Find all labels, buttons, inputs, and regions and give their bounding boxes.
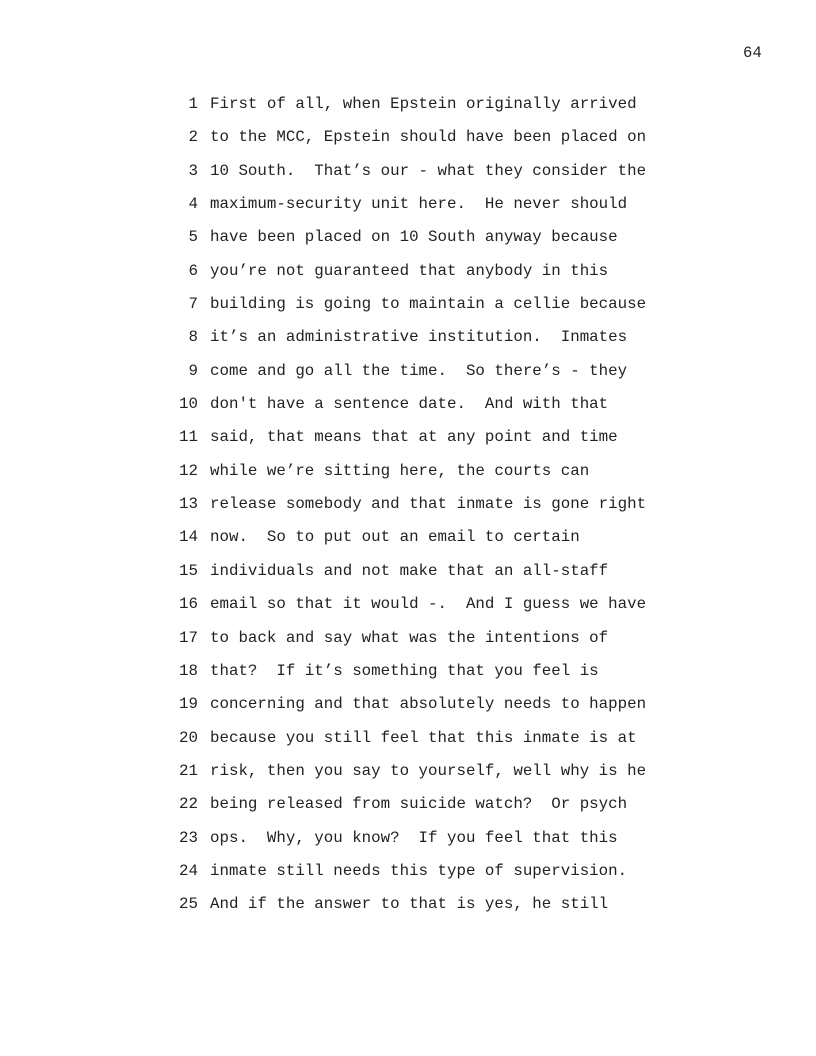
transcript-line xyxy=(176,525,676,558)
transcript-line xyxy=(176,125,676,158)
line-number: 24 xyxy=(179,861,198,880)
line-number: 4 xyxy=(188,195,198,214)
line-text: now. So to put out an email to certain xyxy=(210,528,580,547)
page-number: 64 xyxy=(742,44,762,62)
transcript-line xyxy=(176,859,676,892)
transcript-line xyxy=(176,259,676,292)
line-number: 17 xyxy=(179,628,198,647)
line-number: 19 xyxy=(179,695,198,714)
transcript-line xyxy=(176,659,676,692)
line-text: maximum-security unit here. He never should xyxy=(210,195,628,214)
line-number: 18 xyxy=(179,661,198,680)
line-text: 10 South. That’s our - what they consider the xyxy=(210,161,647,180)
transcript-line xyxy=(176,359,676,392)
line-text: release somebody and that inmate is gone right xyxy=(210,495,647,514)
line-text: being released from suicide watch? Or psych xyxy=(210,795,628,814)
line-number: 7 xyxy=(188,295,198,314)
line-number: 8 xyxy=(188,328,198,347)
transcript-line xyxy=(176,592,676,625)
line-number: 20 xyxy=(179,728,198,747)
transcript-line xyxy=(176,892,676,925)
line-number: 12 xyxy=(179,461,198,480)
line-text: First of all, when Epstein originally arrived xyxy=(210,95,637,113)
transcript-line xyxy=(176,192,676,225)
line-text: because you still feel that this inmate is at xyxy=(210,728,637,747)
line-text: risk, then you say to yourself, well why is he xyxy=(210,761,647,780)
line-number: 6 xyxy=(188,261,198,280)
transcript-line xyxy=(176,159,676,192)
line-number: 21 xyxy=(179,761,198,780)
transcript-line xyxy=(176,325,676,358)
line-text: that? If it’s something that you feel is xyxy=(210,661,599,680)
line-text: to back and say what was the intentions of xyxy=(210,628,609,647)
transcript-line xyxy=(176,792,676,825)
transcript-line xyxy=(176,626,676,659)
line-text: building is going to maintain a cellie because xyxy=(210,295,647,314)
transcript-line xyxy=(176,459,676,492)
transcript-line xyxy=(176,759,676,792)
line-number: 10 xyxy=(179,395,198,414)
line-text: while we’re sitting here, the courts can xyxy=(210,461,590,480)
line-number: 15 xyxy=(179,561,198,580)
line-text: come and go all the time. So there’s - they xyxy=(210,361,628,380)
line-number: 5 xyxy=(188,228,198,247)
line-text: don't have a sentence date. And with that xyxy=(210,395,609,414)
line-text: it’s an administrative institution. Inmates xyxy=(210,328,628,347)
line-number: 11 xyxy=(179,428,198,447)
line-text: have been placed on 10 South anyway because xyxy=(210,228,618,247)
transcript-line xyxy=(176,425,676,458)
line-text: inmate still needs this type of supervision. xyxy=(210,861,628,880)
line-number: 1 xyxy=(188,95,198,113)
line-text: said, that means that at any point and time xyxy=(210,428,618,447)
transcript-line xyxy=(176,225,676,258)
line-number: 3 xyxy=(188,161,198,180)
transcript-line xyxy=(176,492,676,525)
line-text: concerning and that absolutely needs to happen xyxy=(210,695,647,714)
transcript-line xyxy=(176,826,676,859)
line-number: 16 xyxy=(179,595,198,614)
line-number: 22 xyxy=(179,795,198,814)
line-text: And if the answer to that is yes, he still xyxy=(210,895,609,914)
transcript-line xyxy=(176,292,676,325)
transcript-line xyxy=(176,692,676,725)
line-number: 14 xyxy=(179,528,198,547)
line-number: 23 xyxy=(179,828,198,847)
line-text: email so that it would -. And I guess we have xyxy=(210,595,647,614)
line-number: 13 xyxy=(179,495,198,514)
transcript-line xyxy=(176,392,676,425)
line-text: ops. Why, you know? If you feel that this xyxy=(210,828,618,847)
transcript-line xyxy=(176,726,676,759)
transcript-body xyxy=(176,92,676,926)
line-number: 2 xyxy=(188,128,198,147)
line-number: 25 xyxy=(179,895,198,914)
transcript-line xyxy=(176,92,676,125)
line-text: to the MCC, Epstein should have been placed on xyxy=(210,128,647,147)
line-text: you’re not guaranteed that anybody in this xyxy=(210,261,609,280)
line-number: 9 xyxy=(188,361,198,380)
transcript-line xyxy=(176,559,676,592)
line-text: individuals and not make that an all-staff xyxy=(210,561,609,580)
